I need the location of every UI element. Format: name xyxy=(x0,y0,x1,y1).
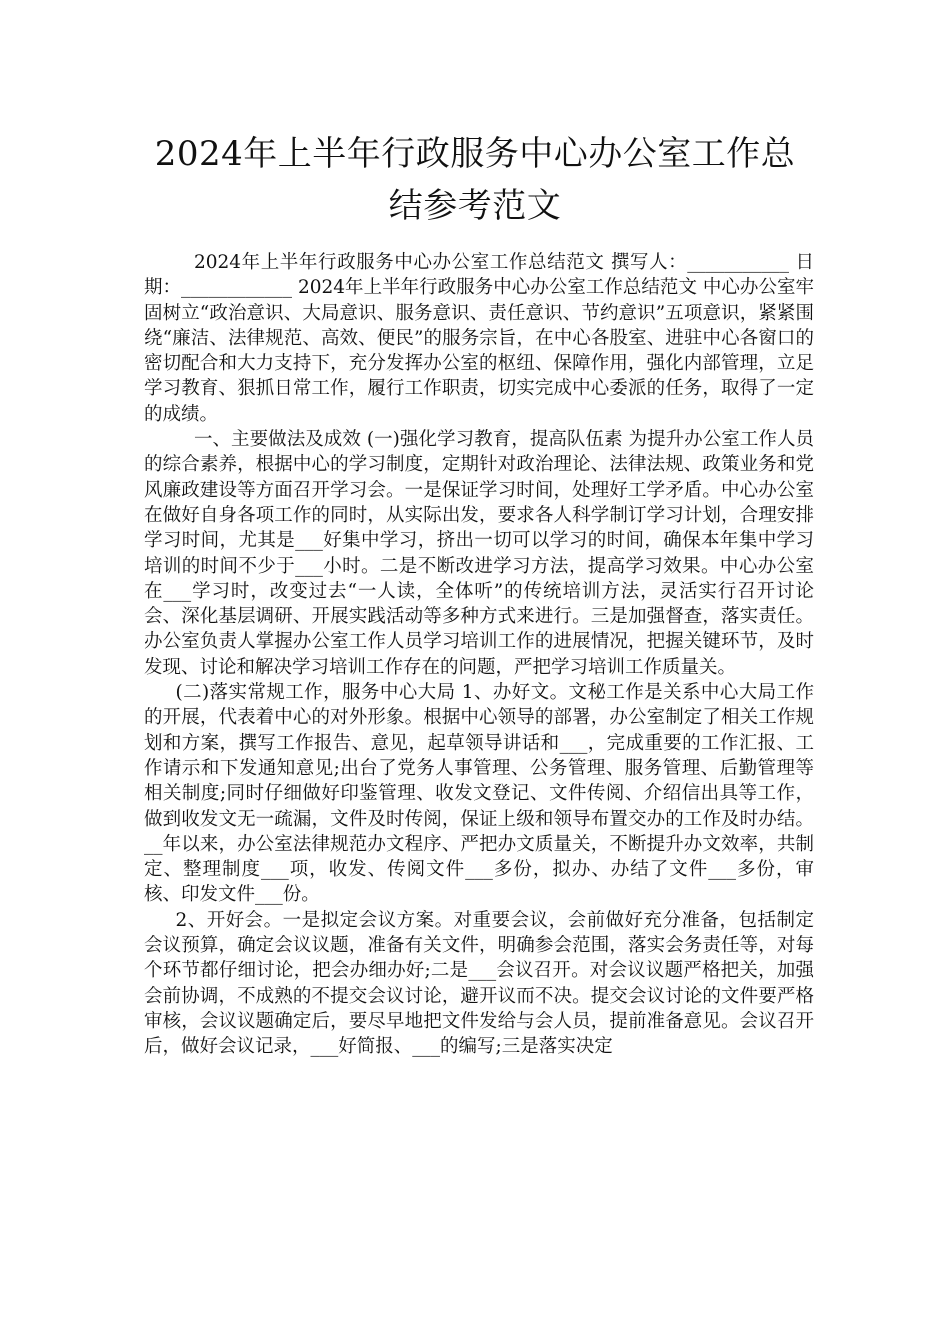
paragraph-section-1: 一、主要做法及成效 (一)强化学习教育，提高队伍素 为提升办公室工作人员的综合素养，根据中心的学习制度，定期针对政治理论、法律法规、政策业务和党风廉政建设等方面召开学习会。一是保证学习时间，处理好工学矛盾。中心办公室在做好自身各项工作的同时，从实际出发，要求各人科学制订学习计划，合理安排学习时间，尤其是___好集中学习，挤出一切可以学习的时间，确保本年集中学习培训的时间不少于___小时。二是不断改进学习方法，提高学习效果。中心办公室在___学习时，改变过去“一人读，全体听”的传统培训方法，灵活实行召开讨论会、深化基层调研、开展实践活动等多种方式来进行。三是加强督查，落实责任。办公室负责人掌握办公室工作人员学习培训工作的进展情况，把握关键环节，及时发现、讨论和解决学习培训工作存在的问题，严把学习培训工作质量关。 xyxy=(144,429,814,678)
paragraph-section-2: (二)落实常规工作，服务中心大局 1、办好文。文秘工作是关系中心大局工作的开展，代表着中心的对外形象。根据中心领导的部署，办公室制定了相关工作规划和方案，撰写工作报告、意见，起草领导讲话和___，完成重要的工作汇报、工作请示和下发通知意见;出台了党务人事管理、公务管理、服务管理、后勤管理等相关制度;同时仔细做好印鉴管理、收发文登记、文件传阅、介绍信出具等工作，做到收发文无一疏漏，文件及时传阅，保证上级和领导布置交办的工作及时办结。__年以来，办公室法律规范办文程序、严把办文质量关，不断提升办文效率，共制定、整理制度___项，收发、传阅文件___多份，拟办、办结了文件___多份，审核、印发文件___份。 xyxy=(144,682,814,906)
paragraph-intro: 2024年上半年行政服务中心办公室工作总结范文 撰写人：___________ 日 期：____________ 2024年上半年行政服务中心办公室工作总结范文 中心办公室牢固树立“政治意识、大局意识、服务意识、责任意识、节约意识”五项意识，紧紧围绕“廉洁、法律规范、高效、便民”的服务宗旨，在中心各股室、进驻中心各窗口的密切配合和大力支持下，充分发挥办公室的枢纽、保障作用，强化内部管理，立足学习教育、狠抓日常工作，履行工作职责，切实完成中心委派的任务，取得了一定的成绩。 xyxy=(144,252,814,425)
document-body xyxy=(144,250,814,1060)
title-line-1: 2024年上半年行政服务中心办公室工作总 xyxy=(154,134,796,174)
title-line-2: 结参考范文 xyxy=(388,186,562,226)
paragraph-meetings: 2、开好会。一是拟定会议方案。对重要会议，会前做好充分准备，包括制定会议预算，确定会议议题，准备有关文件，明确参会范围，落实会务责任等，对每个环节都仔细讨论，把会办细办好;二是___会议召开。对会议议题严格把关，加强会前协调，不成熟的不提交会议讨论，避开议而不决。提交会议讨论的文件要严格审核，会议议题确定后，要尽早地把文件发给与会人员，提前准备意见。会议召开后，做好会议记录，___好简报、___的编写;三是落实决定 xyxy=(144,909,814,1058)
document-title xyxy=(120,128,830,232)
